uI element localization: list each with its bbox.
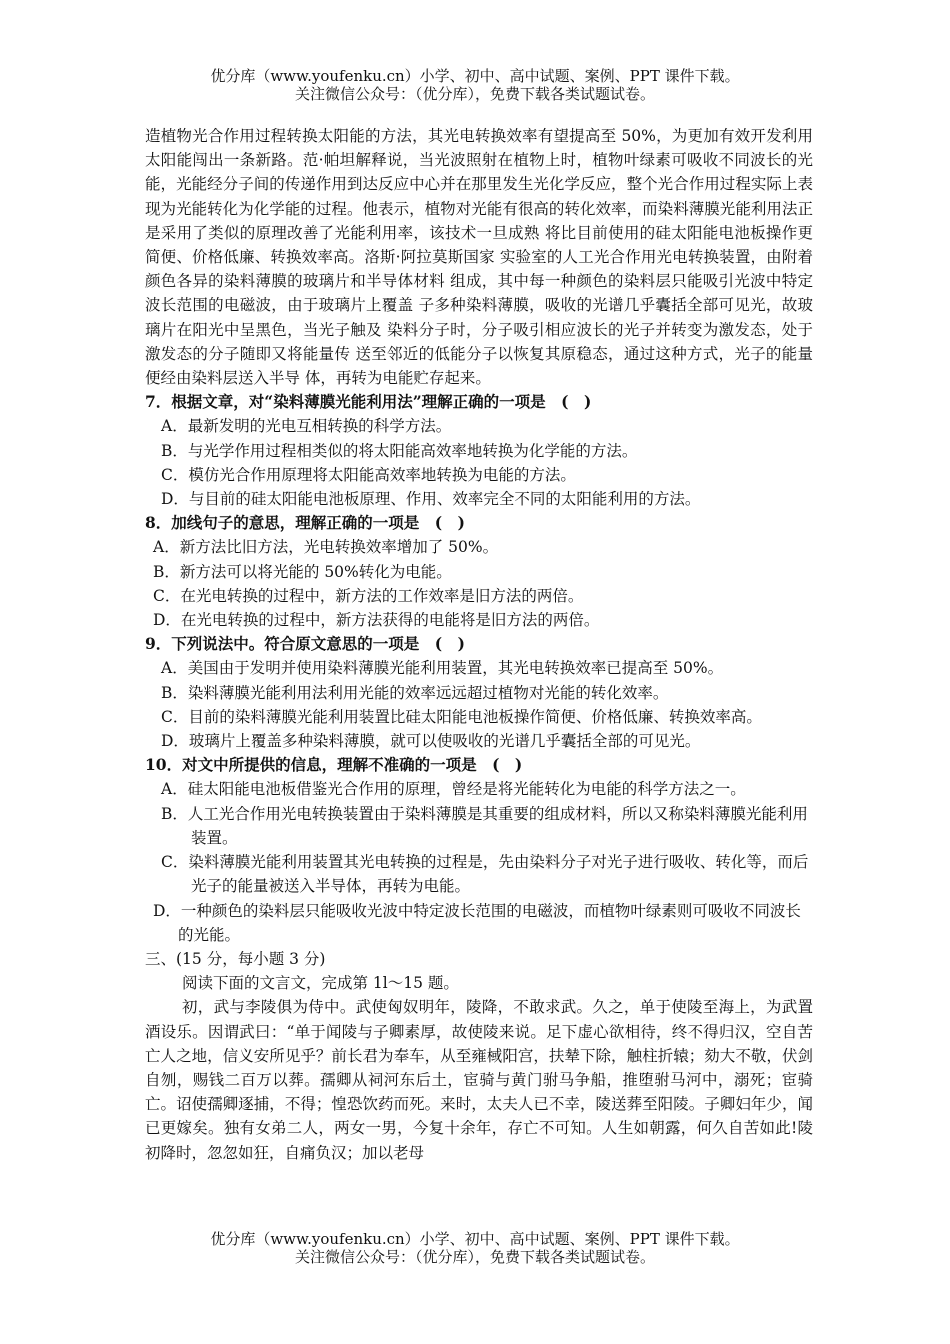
question-8-stem: 8．加线句子的意思，理解正确的一项是 ( ) — [145, 513, 465, 533]
question-10-option-c: C．染料薄膜光能利用装置其光电转换的过程是，先由染料分子对光子进行吸收、转化等，而后光子的能量被送入半导体，再转为电能。 — [161, 853, 809, 896]
classical-chinese-passage: 初，武与李陵俱为侍中。武使匈奴明年，陵降，不敢求武。久之，单于使陵至海上，为武置酒设乐。因谓武曰：“单于闻陵与子卿素厚，故使陵来说。足下虚心欲相待，终不得归汉，空自苦亡人之地，信义安所见乎？前长君为奉车，从至雍棫阳宫，扶辇下除，触柱折辕；劾大不敬，伏剑自刎，赐钱二百万以葬。孺卿从祠河东后土，宦骑与黄门驸马争船，推堕驸马河中，溺死；宦骑亡。诏使孺卿逐捕，不得；惶恐饮药而死。来时，太夫人已不幸，陵送葬至阳陵。子卿妇年少，闻已更嫁矣。独有女弟二人，两女一男，今复十余年，存亡不可知。人生如朝露，何久自苦如此!陵初降时，忽忽如狂，自痛负汉；加以老母 — [145, 998, 813, 1162]
question-9-option-a: A．美国由于发明并使用染料薄膜光能利用装置，其光电转换效率已提高至 50%。 — [161, 659, 724, 678]
question-9-stem: 9．下列说法中。符合原文意思的一项是 ( ) — [145, 634, 465, 654]
section-3-heading: 三、(15 分，每小题 3 分) — [145, 949, 326, 968]
question-8-option-a: A．新方法比旧方法，光电转换效率增加了 50%。 — [153, 538, 499, 557]
question-9-option-b: B．染料薄膜光能利用法利用光能的效率远远超过植物对光能的转化效率。 — [161, 683, 669, 702]
question-7-option-a: A．最新发明的光电互相转换的科学方法。 — [161, 417, 452, 436]
question-10-option-a: A．硅太阳能电池板借鉴光合作用的原理，曾经是将光能转化为电能的科学方法之一。 — [161, 780, 746, 799]
question-7-option-d: D．与目前的硅太阳能电池板原理、作用、效率完全不同的太阳能利用的方法。 — [161, 490, 701, 509]
question-7-option-b: B．与光学作用过程相类似的将太阳能高效率地转换为化学能的方法。 — [161, 441, 638, 460]
footer-line-1: 优分库（www.youfenku.cn）小学、初中、高中试题、案例、PPT 课件下载。 — [210, 1230, 740, 1248]
section-3-instruction: 阅读下面的文言文，完成第 1l～15 题。 — [182, 974, 459, 993]
header-line-2: 关注微信公众号：（优分库），免费下载各类试题试卷。 — [294, 85, 655, 103]
question-7-stem: 7．根据文章，对“染料薄膜光能利用法”理解正确的一项是 ( ) — [145, 392, 592, 412]
question-8-option-b: B．新方法可以将光能的 50%转化为电能。 — [153, 562, 452, 581]
page-footer — [0, 1230, 950, 1266]
reading-passage: 造植物光合作用过程转换太阳能的方法，其光电转换效率有望提高至 50%，为更加有效开发利用太阳能闯出一条新路。范·帕坦解释说，当光波照射在植物上时，植物叶绿素可吸收不同波长的光能，光能经分子间的传递作用到达反应中心并在那里发生光化学反应，整个光合作用过程实际上表现为光能转化为化学能的过程。他表示，植物对光能有很高的转化效率，而染料薄膜光能利用法正是采用了类似的原理改善了光能利用率，该技术一旦成熟 将比目前使用的硅太阳能电池板操作更简便、价格低廉、转换效率高。洛斯·阿拉莫斯国家 实验室的人工光合作用光电转换装置，由附着颜色各异的染料薄膜的玻璃片和半导体材料 组成，其中每一种颜色的染料层只能吸引光波中特定波长范围的电磁波，由于玻璃片上覆盖 子多种染料薄膜，吸收的光谱几乎囊括全部可见光，故玻璃片在阳光中呈黑色，当光子触及 染料分子时，分子吸引相应波长的光子并转变为激发态，处于激发态的分子随即又将能量传 送至邻近的低能分子以恢复其原稳态，通过这种方式，光子的能量便经由染料层送入半导 体，再转为电能贮存起来。 — [145, 127, 813, 388]
question-10-option-b: B．人工光合作用光电转换装置由于染料薄膜是其重要的组成材料，所以又称染料薄膜光能利用装置。 — [161, 804, 808, 847]
question-10-stem: 10．对文中所提供的信息，理解不准确的一项是 ( ) — [145, 755, 523, 775]
question-9-option-d: D．玻璃片上覆盖多种染料薄膜，就可以使吸收的光谱几乎囊括全部的可见光。 — [161, 732, 701, 751]
question-7-option-c: C．模仿光合作用原理将太阳能高效率地转换为电能的方法。 — [161, 465, 576, 484]
question-9-option-c: C．目前的染料薄膜光能利用装置比硅太阳能电池板操作简便、价格低廉、转换效率高。 — [161, 707, 762, 726]
footer-line-2: 关注微信公众号：（优分库），免费下载各类试题试卷。 — [294, 1248, 655, 1266]
question-8-option-d: D．在光电转换的过程中，新方法获得的电能将是旧方法的两倍。 — [153, 611, 600, 630]
header-line-1: 优分库（www.youfenku.cn）小学、初中、高中试题、案例、PPT 课件下载。 — [210, 67, 740, 85]
question-8-option-c: C．在光电转换的过程中，新方法的工作效率是旧方法的两倍。 — [153, 586, 584, 605]
document-body — [145, 124, 813, 1165]
question-10-option-d: D．一种颜色的染料层只能吸收光波中特定波长范围的电磁波，而植物叶绿素则可吸收不同波长的光能。 — [153, 901, 801, 944]
page-header — [0, 67, 950, 103]
